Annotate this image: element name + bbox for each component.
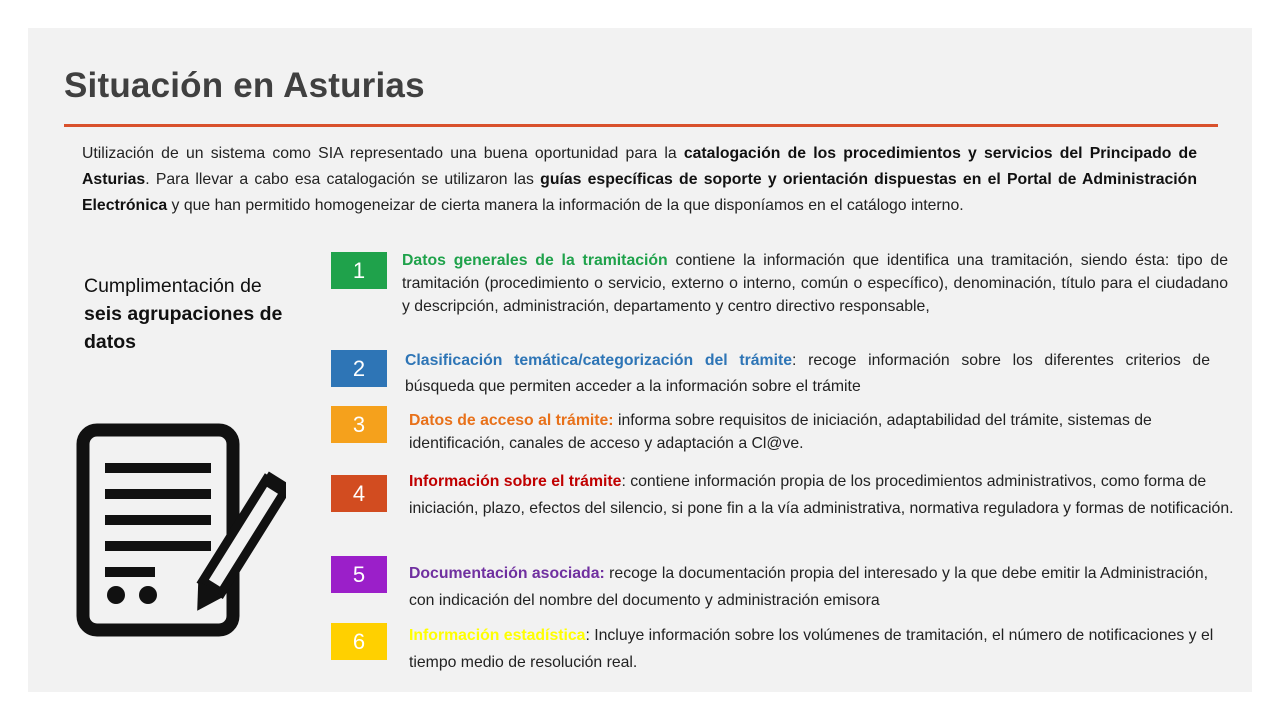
item-4 bbox=[409, 468, 1234, 522]
badge-6: 6 bbox=[331, 623, 387, 660]
intro-bold-2: guías específicas de soporte y orientación dispuestas en el Portal de Administración Electrónica bbox=[82, 171, 1197, 214]
badge-1: 1 bbox=[331, 252, 387, 289]
item-5 bbox=[409, 560, 1234, 614]
item-2-heading: Clasificación temática/categorización del trámite bbox=[405, 352, 793, 369]
item-3-text: informa sobre requisitos de iniciación, adaptabilidad del trámite, sistemas de identificación, canales de acceso y adaptación a Cl@ve. bbox=[409, 412, 1152, 452]
item-1-text: contiene la información que identifica una tramitación, siendo ésta: tipo de tramitación (procedimiento o servicio, externo o interno, común o específico), denominación, título para el ciudadano y descripción, administración, departamento y centro directivo responsable, bbox=[402, 252, 1229, 315]
item-5-text: recoge la documentación propia del interesado y la que debe emitir la Administración, con indicación del nombre del documento y administración emisora bbox=[409, 565, 1209, 609]
intro-text-1: Utilización de un sistema como SIA representado una buena oportunidad para la bbox=[82, 145, 684, 162]
page-title: Situación en Asturias bbox=[64, 66, 425, 105]
item-6-text: : Incluye información sobre los volúmenes de tramitación, el número de notificaciones y el tiempo medio de resolución real. bbox=[409, 627, 1214, 671]
badge-4: 4 bbox=[331, 475, 387, 512]
title-underline bbox=[64, 124, 1218, 127]
item-4-heading: Información sobre el trámite bbox=[409, 473, 622, 490]
intro-text-2: . Para llevar a cabo esa catalogación se utilizaron las bbox=[145, 171, 541, 188]
item-6 bbox=[409, 622, 1219, 676]
badge-3: 3 bbox=[331, 406, 387, 443]
item-4-text: : contiene información propia de los procedimientos administrativos, como forma de iniciación, plazo, efectos del silencio, si pone fin a la vía administrativa, normativa reguladora y formas de notificación. bbox=[409, 473, 1234, 517]
item-3-heading: Datos de acceso al trámite: bbox=[409, 412, 614, 429]
intro-text-3: y que han permitido homogeneizar de cierta manera la información de la que disponíamos en el catálogo interno. bbox=[167, 197, 964, 214]
side-heading-text: Cumplimentación de bbox=[84, 275, 262, 297]
item-3 bbox=[409, 409, 1209, 455]
item-1-heading: Datos generales de la tramitación bbox=[402, 252, 668, 269]
item-2 bbox=[405, 348, 1210, 400]
intro-paragraph bbox=[82, 141, 1197, 219]
intro-bold-1: catalogación de los procedimientos y servicios del Principado de Asturias bbox=[82, 145, 1197, 188]
item-1 bbox=[402, 249, 1228, 318]
badge-2: 2 bbox=[331, 350, 387, 387]
side-heading-bold: seis agrupaciones de datos bbox=[84, 303, 283, 353]
badge-5: 5 bbox=[331, 556, 387, 593]
item-5-heading: Documentación asociada: bbox=[409, 565, 605, 582]
side-heading bbox=[84, 272, 284, 356]
document-with-pen-icon bbox=[76, 423, 286, 638]
item-6-heading: Información estadística bbox=[409, 627, 586, 644]
item-2-text: : recoge información sobre los diferentes criterios de búsqueda que permiten acceder a la información sobre el trámite bbox=[405, 352, 1210, 395]
